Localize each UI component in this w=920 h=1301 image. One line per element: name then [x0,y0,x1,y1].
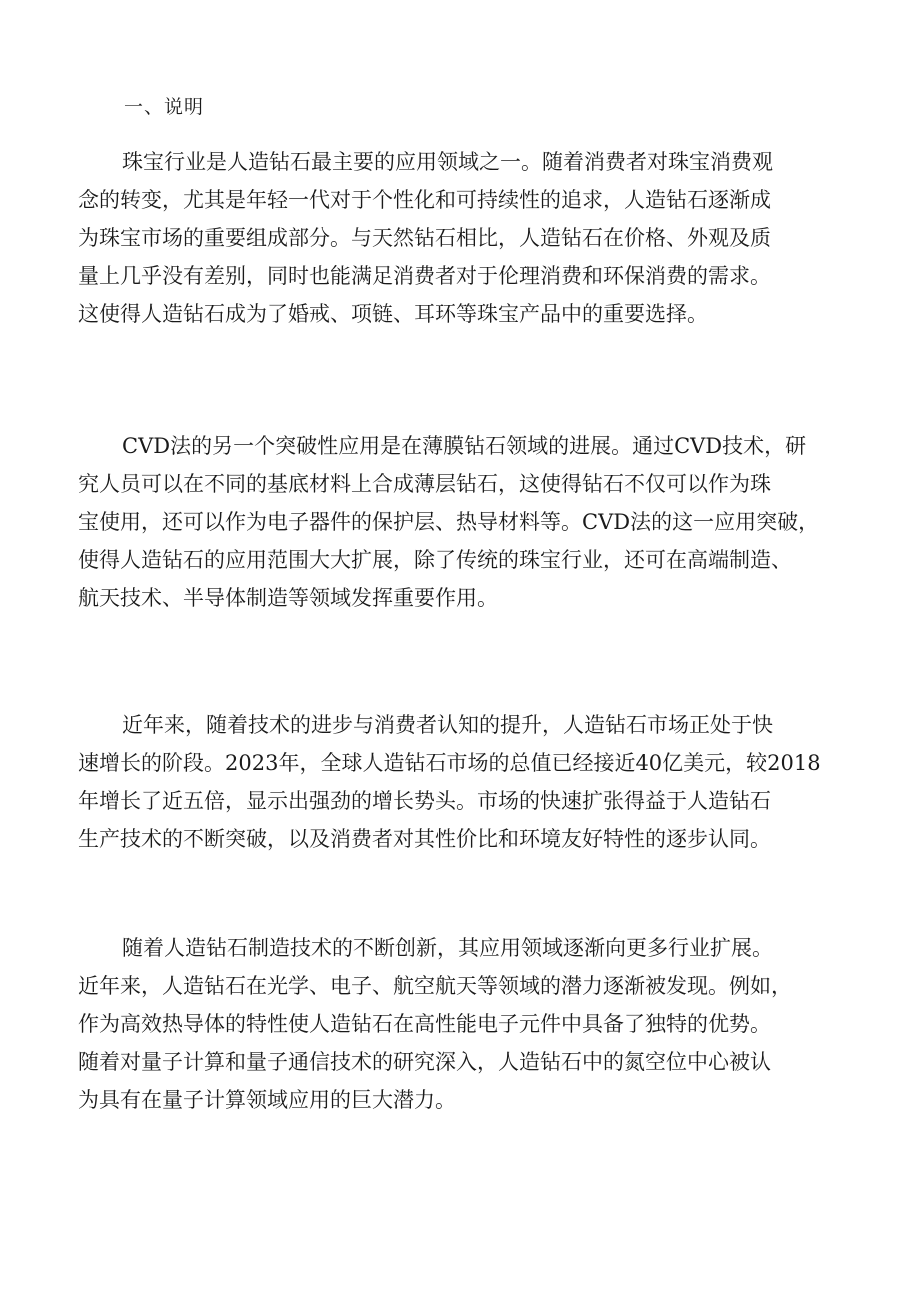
paragraph-line: 速增长的阶段。2023年，全球人造钻石市场的总值已经接近40亿美元，较2018 [78,751,821,775]
paragraph-applications [78,929,848,1119]
paragraph-market [78,706,848,858]
paragraph-line: 生产技术的不断突破，以及消费者对其性价比和环境友好特性的逐步认同。 [78,827,771,851]
paragraph-line: CVD法的另一个突破性应用是在薄膜钻石领域的进展。通过CVD技术，研 [122,434,807,458]
paragraph-line: 随着对量子计算和量子通信技术的研究深入，人造钻石中的氮空位中心被认 [78,1050,771,1074]
paragraph-line: 年增长了近五倍，显示出强劲的增长势头。市场的快速扩张得益于人造钻石 [78,789,771,813]
paragraph-line: 近年来，随着技术的进步与消费者认知的提升，人造钻石市场正处于快 [122,713,773,737]
paragraph-cvd [78,427,848,617]
paragraph-line: 宝使用，还可以作为电子器件的保护层、热导材料等。CVD法的这一应用突破， [78,510,820,534]
paragraph-line: 究人员可以在不同的基底材料上合成薄层钻石，这使得钻石不仅可以作为珠 [78,472,771,496]
paragraph-line: 为珠宝市场的重要组成部分。与天然钻石相比，人造钻石在价格、外观及质 [78,226,771,250]
paragraph-line: 作为高效热导体的特性使人造钻石在高性能电子元件中具备了独特的优势。 [78,1012,771,1036]
paragraph-line: 念的转变，尤其是年轻一代对于个性化和可持续性的追求，人造钻石逐渐成 [78,188,771,212]
paragraph-line: 量上几乎没有差别，同时也能满足消费者对于伦理消费和环保消费的需求。 [78,264,771,288]
paragraph-jewelry [78,143,848,333]
paragraph-line: 近年来，人造钻石在光学、电子、航空航天等领域的潜力逐渐被发现。例如， [78,974,792,998]
section-heading: 一、说明 [124,96,205,118]
paragraph-line: 这使得人造钻石成为了婚戒、项链、耳环等珠宝产品中的重要选择。 [78,302,708,326]
paragraph-line: 使得人造钻石的应用范围大大扩展，除了传统的珠宝行业，还可在高端制造、 [78,548,792,572]
paragraph-line: 珠宝行业是人造钻石最主要的应用领域之一。随着消费者对珠宝消费观 [122,150,773,174]
paragraph-line: 为具有在量子计算领域应用的巨大潜力。 [78,1088,456,1112]
paragraph-line: 航天技术、半导体制造等领域发挥重要作用。 [78,586,498,610]
paragraph-line: 随着人造钻石制造技术的不断创新，其应用领域逐渐向更多行业扩展。 [122,936,773,960]
